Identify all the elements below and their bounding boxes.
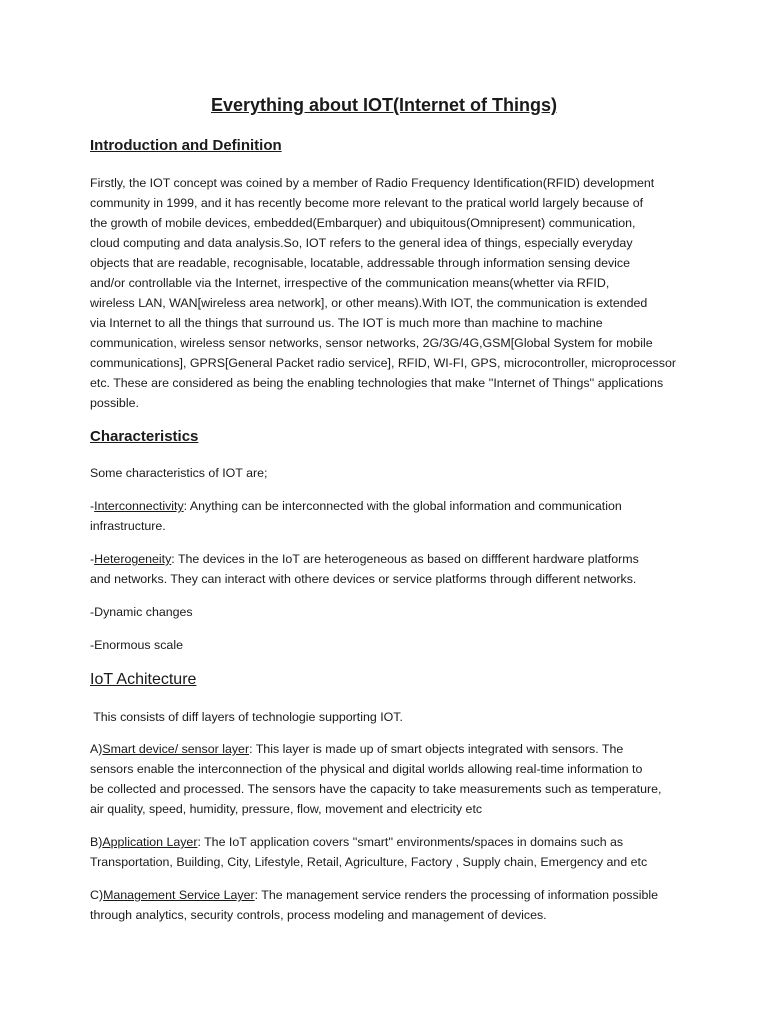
intro-line: community in 1999, and it has recently become more relevant to the pratical world largely because of <box>90 196 644 210</box>
characteristic-line <box>90 549 682 569</box>
intro-line: the growth of mobile devices, embedded(Embarquer) and ubiquitous(Omnipresent) communication, <box>90 216 636 230</box>
item-prefix: - <box>90 499 95 513</box>
item-text: : Anything can be interconnected with the global information and communication <box>183 499 622 513</box>
architecture-heading: IoT Achitecture <box>90 671 197 688</box>
item-text: -Enormous scale <box>90 638 183 652</box>
layer-text: sensors enable the interconnection of the physical and digital worlds allowing real-time information to <box>90 762 643 776</box>
layer-term: Smart device/ sensor layer <box>102 742 250 756</box>
item-text: -Dynamic changes <box>90 605 193 619</box>
intro-line: cloud computing and data analysis.So, IOT refers to the general idea of things, especially everyday <box>90 236 633 250</box>
layer-line <box>90 885 682 905</box>
layer-term: Management Service Layer <box>103 888 255 902</box>
characteristics-intro <box>90 463 682 483</box>
layer-text: : The IoT application covers ''smart'' environments/spaces in domains such as <box>197 835 624 849</box>
document-title: Everything about IOT(Internet of Things) <box>211 95 557 115</box>
intro-line: objects that are readable, recognisable, locatable, addressable through information sensing device <box>90 256 631 270</box>
intro-line: via Internet to all the things that surround us. The IOT is much more than machine to machine <box>90 316 603 330</box>
layer-text: : The management service renders the processing of information possible <box>254 888 658 902</box>
characteristics-heading: Characteristics <box>90 428 199 445</box>
layer-line <box>90 739 682 759</box>
layer-application <box>90 832 682 872</box>
layer-smart-device <box>90 739 682 819</box>
layer-management-service <box>90 885 682 925</box>
characteristics-intro-text: Some characteristics of IOT are; <box>90 466 268 480</box>
architecture-intro <box>90 707 682 727</box>
layer-prefix: A) <box>90 742 103 756</box>
layer-line <box>90 832 682 852</box>
characteristic-enormous <box>90 635 682 655</box>
item-term: Heterogeneity <box>94 552 172 566</box>
layer-text: : This layer is made up of smart objects integrated with sensors. The <box>249 742 624 756</box>
layer-term: Application Layer <box>102 835 198 849</box>
item-prefix: - <box>90 552 95 566</box>
item-text: and networks. They can interact with othere devices or service platforms through different networks. <box>90 572 637 586</box>
intro-line: communication, wireless sensor networks, sensor networks, 2G/3G/4G,GSM[Global System for mobile <box>90 336 653 350</box>
item-text: : The devices in the IoT are heterogeneous as based on diffferent hardware platforms <box>171 552 639 566</box>
item-term: Interconnectivity <box>94 499 184 513</box>
layer-text: Transportation, Building, City, Lifestyle, Retail, Agriculture, Factory , Supply chain, Emergency and etc <box>90 855 648 869</box>
intro-heading: Introduction and Definition <box>90 137 282 154</box>
layer-text: be collected and processed. The sensors have the capacity to take measurements such as temperature, <box>90 782 662 796</box>
intro-line: and/or controllable via the Internet, irrespective of the communication means(whetter via RFID, <box>90 276 610 290</box>
intro-line: communications], GPRS[General Packet radio service], RFID, WI-FI, GPS, microcontroller, microprocessor <box>90 356 676 370</box>
item-text: infrastructure. <box>90 519 166 533</box>
layer-prefix: B) <box>90 835 103 849</box>
intro-line: possible. <box>90 396 139 410</box>
architecture-intro-text: This consists of diff layers of technologie supporting IOT. <box>90 710 403 724</box>
layer-prefix: C) <box>90 888 104 902</box>
characteristic-dynamic <box>90 602 682 622</box>
characteristic-heterogeneity <box>90 549 682 589</box>
layer-text: through analytics, security controls, process modeling and management of devices. <box>90 908 547 922</box>
characteristic-line <box>90 496 682 516</box>
characteristic-interconnectivity <box>90 496 682 536</box>
intro-line: Firstly, the IOT concept was coined by a member of Radio Frequency Identification(RFID) development <box>90 176 655 190</box>
intro-line: etc. These are considered as being the enabling technologies that make ''Internet of Things'' applications <box>90 376 664 390</box>
intro-paragraph <box>90 173 682 413</box>
intro-line: wireless LAN, WAN[wireless area network], or other means).With IOT, the communication is extended <box>90 296 648 310</box>
layer-text: air quality, speed, humidity, pressure, flow, movement and electricity etc <box>90 802 483 816</box>
